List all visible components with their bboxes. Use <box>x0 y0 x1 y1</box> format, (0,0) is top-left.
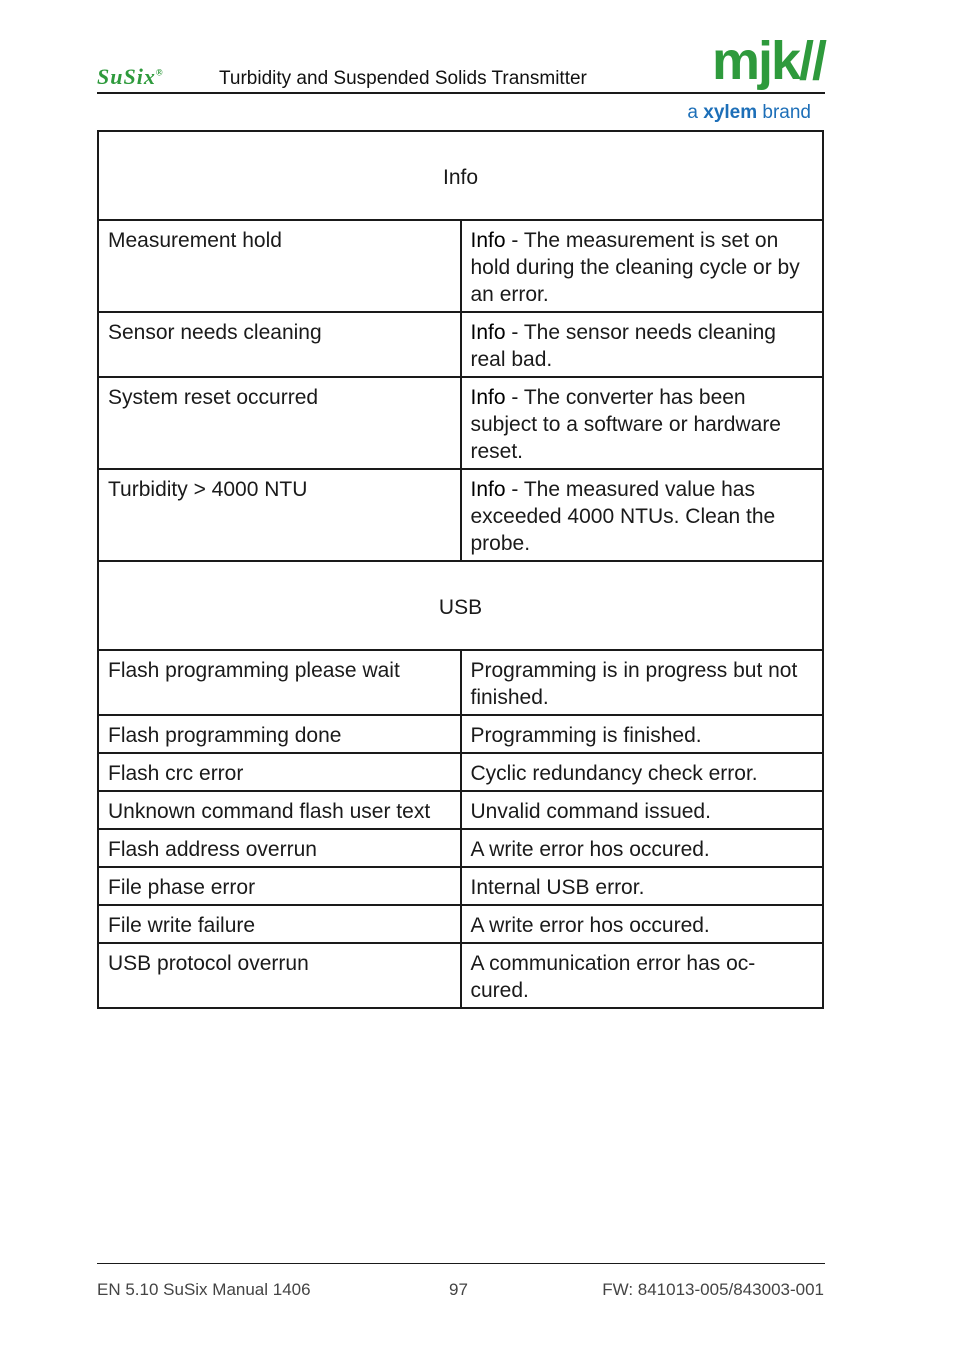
xylem-wordmark: xylem <box>703 102 758 123</box>
message-name: System reset occurred <box>98 377 461 469</box>
message-name: Sensor needs cleaning <box>98 312 461 377</box>
message-description: Cyclic redundancy check error. <box>461 753 824 791</box>
message-description: Programming is in progress but not finished. <box>461 650 824 715</box>
message-name: USB protocol overrun <box>98 943 461 1008</box>
table-row <box>98 753 823 791</box>
severity-keyword: Info <box>470 478 506 501</box>
mjk-logo <box>667 31 825 130</box>
xylem-brand-line <box>687 102 811 124</box>
table-row <box>98 377 823 469</box>
message-table <box>97 130 824 1009</box>
description-text: - The converter has been subject to a software or hardware reset. <box>470 386 781 463</box>
section-title-usb: USB <box>98 561 823 650</box>
message-name: File write failure <box>98 905 461 943</box>
page-header <box>97 31 825 130</box>
message-name: Turbidity > 4000 NTU <box>98 469 461 561</box>
table-row <box>98 943 823 1008</box>
message-description <box>461 312 824 377</box>
message-name: Measurement hold <box>98 220 461 312</box>
message-name: Flash address overrun <box>98 829 461 867</box>
mjk-wordmark: mjk// <box>711 31 825 91</box>
footer-manual-id: EN 5.10 SuSix Manual 1406 <box>97 1280 311 1299</box>
message-description: A write error hos occured. <box>461 829 824 867</box>
message-name: Flash programming please wait <box>98 650 461 715</box>
document-title: Turbidity and Suspended Solids Transmitter <box>219 68 587 89</box>
message-description: Internal USB error. <box>461 867 824 905</box>
message-description: Unvalid command issued. <box>461 791 824 829</box>
message-description <box>461 377 824 469</box>
message-description: A write error hos occured. <box>461 905 824 943</box>
table-row <box>98 867 823 905</box>
registered-mark: ® <box>155 67 164 78</box>
footer-divider <box>97 1263 825 1264</box>
message-description <box>461 220 824 312</box>
section-row-info <box>98 131 823 220</box>
section-row-usb <box>98 561 823 650</box>
table-row <box>98 312 823 377</box>
logo-suffix: brand <box>757 102 811 123</box>
severity-keyword: Info <box>470 321 506 344</box>
table-row <box>98 905 823 943</box>
description-text: - The measured value has exceeded 4000 NTUs. Clean the probe. <box>470 478 776 555</box>
table-row <box>98 791 823 829</box>
table-row <box>98 650 823 715</box>
description-text: - The sensor needs cleaning real bad. <box>470 321 776 371</box>
severity-keyword: Info <box>470 229 506 252</box>
susix-brand <box>97 64 164 90</box>
table-row <box>98 469 823 561</box>
susix-wordmark: SuSix <box>97 64 156 89</box>
table-row <box>98 715 823 753</box>
message-description <box>461 469 824 561</box>
logo-prefix: a <box>687 102 704 123</box>
footer-firmware: FW: 841013-005/843003-001 <box>602 1280 824 1299</box>
message-description: A communication error has oc-cured. <box>461 943 824 1008</box>
message-name: Unknown command flash user text <box>98 791 461 829</box>
table-row <box>98 829 823 867</box>
page-number: 97 <box>449 1280 468 1299</box>
message-description: Programming is finished. <box>461 715 824 753</box>
section-title-info: Info <box>98 131 823 220</box>
message-name: File phase error <box>98 867 461 905</box>
severity-keyword: Info <box>470 386 506 409</box>
message-name: Flash crc error <box>98 753 461 791</box>
table-row <box>98 220 823 312</box>
message-name: Flash programming done <box>98 715 461 753</box>
description-text: - The measurement is set on hold during the cleaning cycle or by an error. <box>470 229 800 306</box>
